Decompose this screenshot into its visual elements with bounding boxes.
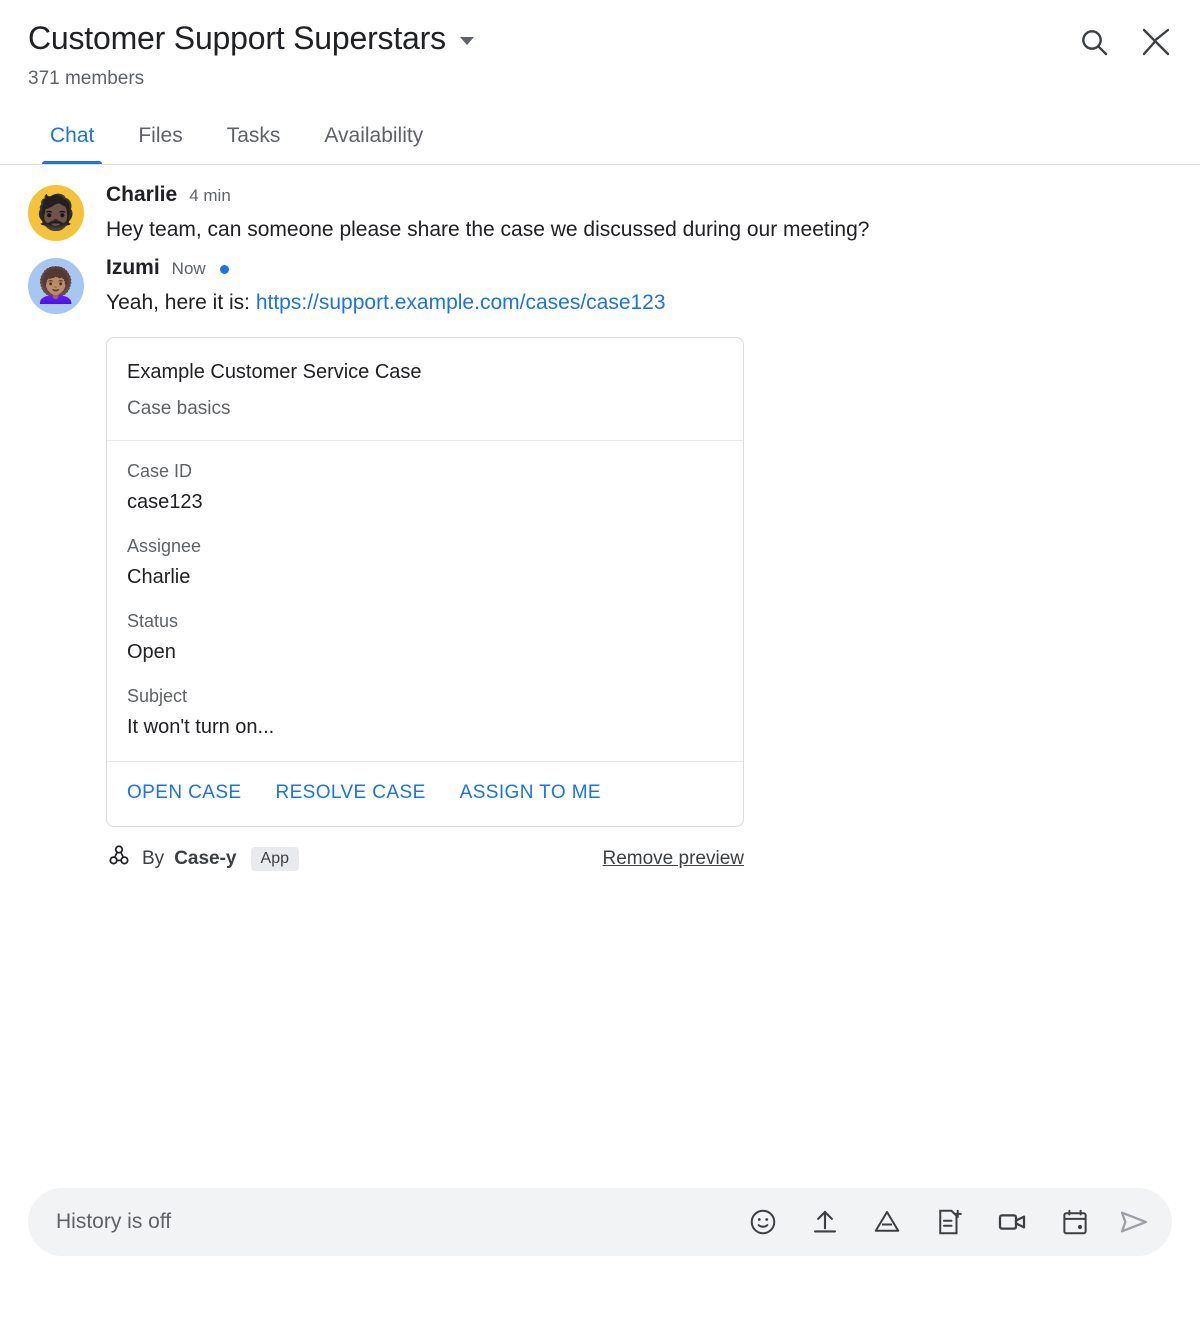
open-case-button[interactable]: OPEN CASE [127,782,242,803]
card-field-assignee [127,534,723,591]
emoji-icon[interactable] [748,1207,778,1237]
card-subtitle: Case basics [127,398,231,419]
assign-to-me-button[interactable]: ASSIGN TO ME [459,782,601,803]
composer-area [0,1188,1200,1336]
field-value: Charlie [127,566,191,588]
upload-icon[interactable] [810,1207,840,1237]
chevron-down-icon[interactable] [460,37,474,45]
search-icon[interactable] [1078,26,1110,58]
field-label: Assignee [127,536,202,556]
avatar[interactable]: 👩🏽‍🦱 [28,258,84,314]
avatar[interactable]: 🧔🏿 [28,185,84,241]
field-label: Case ID [127,461,193,481]
header-actions [1078,18,1172,58]
tab-tasks[interactable]: Tasks [226,124,281,147]
send-icon[interactable] [1118,1206,1150,1238]
card-attribution [106,843,744,875]
room-title-block [28,18,1078,92]
field-label: Subject [127,686,188,706]
attribution-by-text: By [142,848,165,869]
resolve-case-button[interactable]: RESOLVE CASE [275,782,426,803]
message-timestamp: Now [171,259,206,278]
room-header [0,0,1200,92]
tab-availability[interactable]: Availability [324,124,424,147]
message-timestamp: 4 min [189,186,231,205]
member-count: 371 members [28,68,145,89]
message-sender: Izumi [106,256,160,279]
calendar-icon[interactable] [1060,1207,1090,1237]
page-title: Customer Support Superstars [28,20,446,56]
room-tabs [0,116,1200,165]
field-value: Open [127,641,176,663]
message-text [106,286,1006,319]
remove-preview-link[interactable]: Remove preview [602,848,744,869]
video-icon[interactable] [996,1206,1028,1238]
collapse-icon[interactable] [1140,26,1172,58]
doc-add-icon[interactable] [934,1207,964,1237]
card-field-case-id [127,459,723,516]
field-value: case123 [127,491,203,513]
card-fields [107,441,743,762]
unread-dot-icon [220,265,229,274]
card-header [107,338,743,441]
message-input[interactable]: History is off [56,1210,172,1233]
message-text: Hey team, can someone please share the case we discussed during our meeting? [106,218,870,241]
card-actions [107,762,743,826]
tab-files[interactable]: Files [138,124,183,147]
card-field-subject [127,684,723,741]
card-title: Example Customer Service Case [127,361,422,383]
webhook-icon [106,843,132,875]
message-item [28,183,1172,246]
case-link[interactable]: https://support.example.com/cases/case123 [255,291,666,314]
app-badge: App [251,847,299,871]
field-value: It won't turn on... [127,716,275,738]
message-item [28,256,1172,875]
case-preview-card [106,337,744,827]
message-list [0,165,1200,1188]
message-composer[interactable] [28,1188,1172,1256]
field-label: Status [127,611,179,631]
tab-chat[interactable]: Chat [28,116,116,164]
card-field-status [127,609,723,666]
message-text-prefix: Yeah, here it is: [106,291,256,314]
drive-icon[interactable] [872,1207,902,1237]
composer-icons [748,1206,1090,1238]
message-sender: Charlie [106,183,178,206]
attribution-app-name: Case-y [174,848,237,869]
